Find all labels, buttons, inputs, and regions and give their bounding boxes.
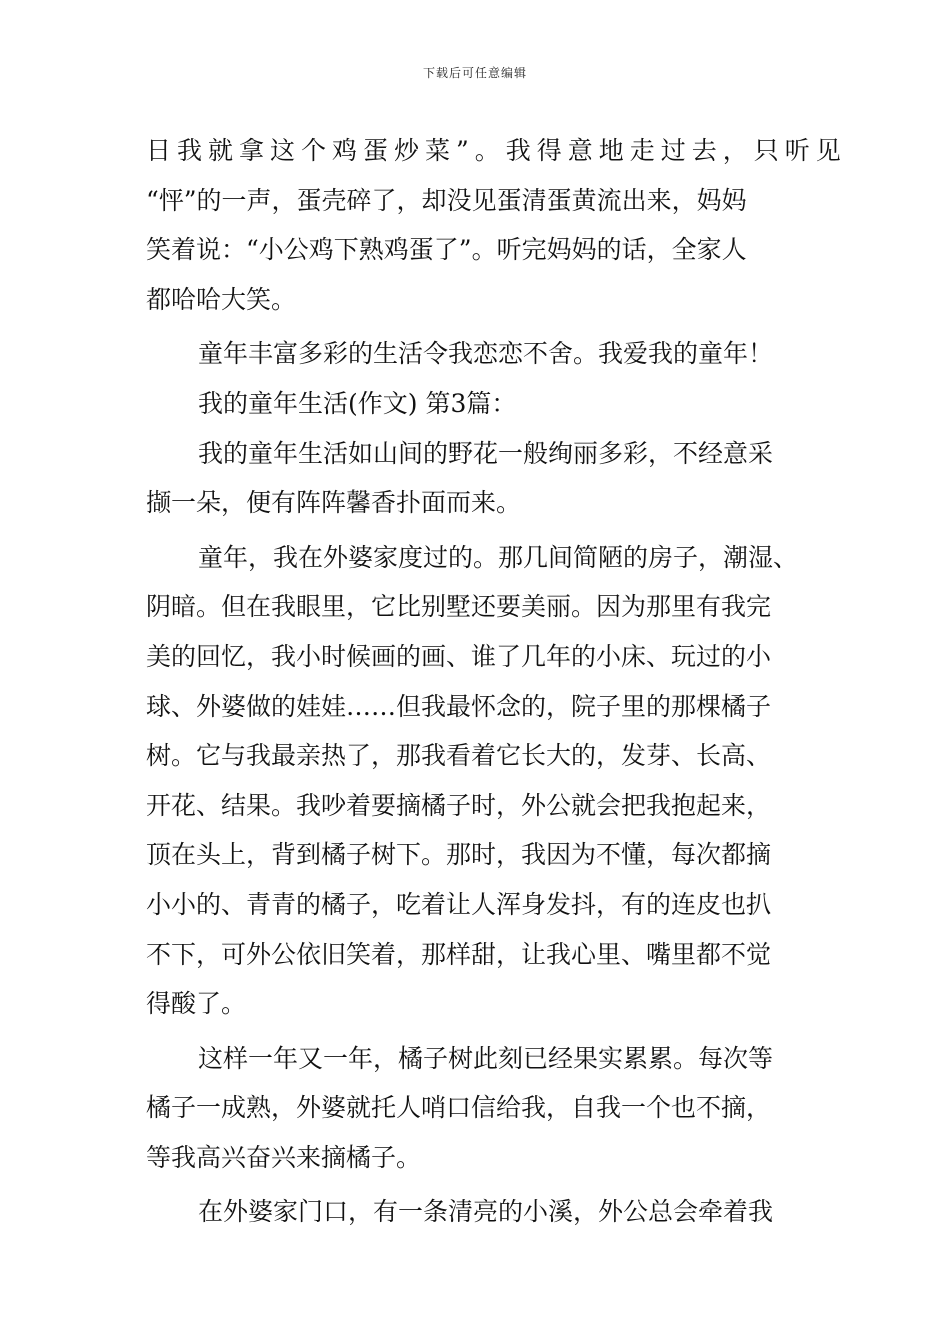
text-line: 童年，我在外婆家度过的。那几间简陋的房子，潮湿、	[198, 542, 799, 572]
text-line: 美的回忆，我小时候画的画、谁了几年的小床、玩过的小	[146, 641, 772, 671]
text-line: 撷一朵，便有阵阵馨香扑面而来。	[146, 488, 522, 518]
text-line: 顶在头上，背到橘子树下。那时，我因为不懂，每次都摘	[146, 840, 772, 870]
text-line: 开花、结果。我吵着要摘橘子时，外公就会把我抱起来，	[146, 790, 772, 820]
text-line: 小小的、青青的橘子，吃着让人浑身发抖，有的连皮也扒	[146, 889, 772, 919]
text-line: 都哈哈大笑。	[146, 284, 297, 314]
text-line: 在外婆家门口，有一条清亮的小溪，外公总会牵着我	[198, 1197, 774, 1227]
text-line: 日我就拿这个鸡蛋炒菜”。我得意地走过去，只听见	[146, 136, 847, 165]
text-line: 树。它与我最亲热了，那我看着它长大的，发芽、长高、	[146, 741, 772, 771]
page-header: 下载后可任意编辑	[422, 66, 527, 80]
section-title: 我的童年生活(作文) 第3篇：	[198, 388, 517, 418]
text-line: 得酸了。	[146, 989, 247, 1019]
document-body	[146, 126, 847, 1237]
text-line: 球、外婆做的娃娃……但我最怀念的，院子里的那棵橘子	[146, 691, 772, 721]
text-line: 橘子一成熟，外婆就托人哨口信给我，自我一个也不摘，	[146, 1093, 772, 1123]
text-line: 童年丰富多彩的生活令我恋恋不舍。我爱我的童年！	[198, 339, 774, 369]
text-line: “怦”的一声，蛋壳碎了，却没见蛋清蛋黄流出来，妈妈	[146, 185, 747, 215]
text-line: 我的童年生活如山间的野花一般绚丽多彩，不经意采	[198, 438, 774, 468]
text-line: 笑着说：“小公鸡下熟鸡蛋了”。听完妈妈的话，全家人	[146, 235, 747, 265]
text-line: 阴暗。但在我眼里，它比别墅还要美丽。因为那里有我完	[146, 592, 772, 622]
text-line: 不下，可外公依旧笑着，那样甜，让我心里、嘴里都不觉	[146, 939, 772, 969]
text-line: 等我高兴奋兴来摘橘子。	[146, 1142, 422, 1172]
text-line: 这样一年又一年，橘子树此刻已经果实累累。每次等	[198, 1043, 774, 1073]
